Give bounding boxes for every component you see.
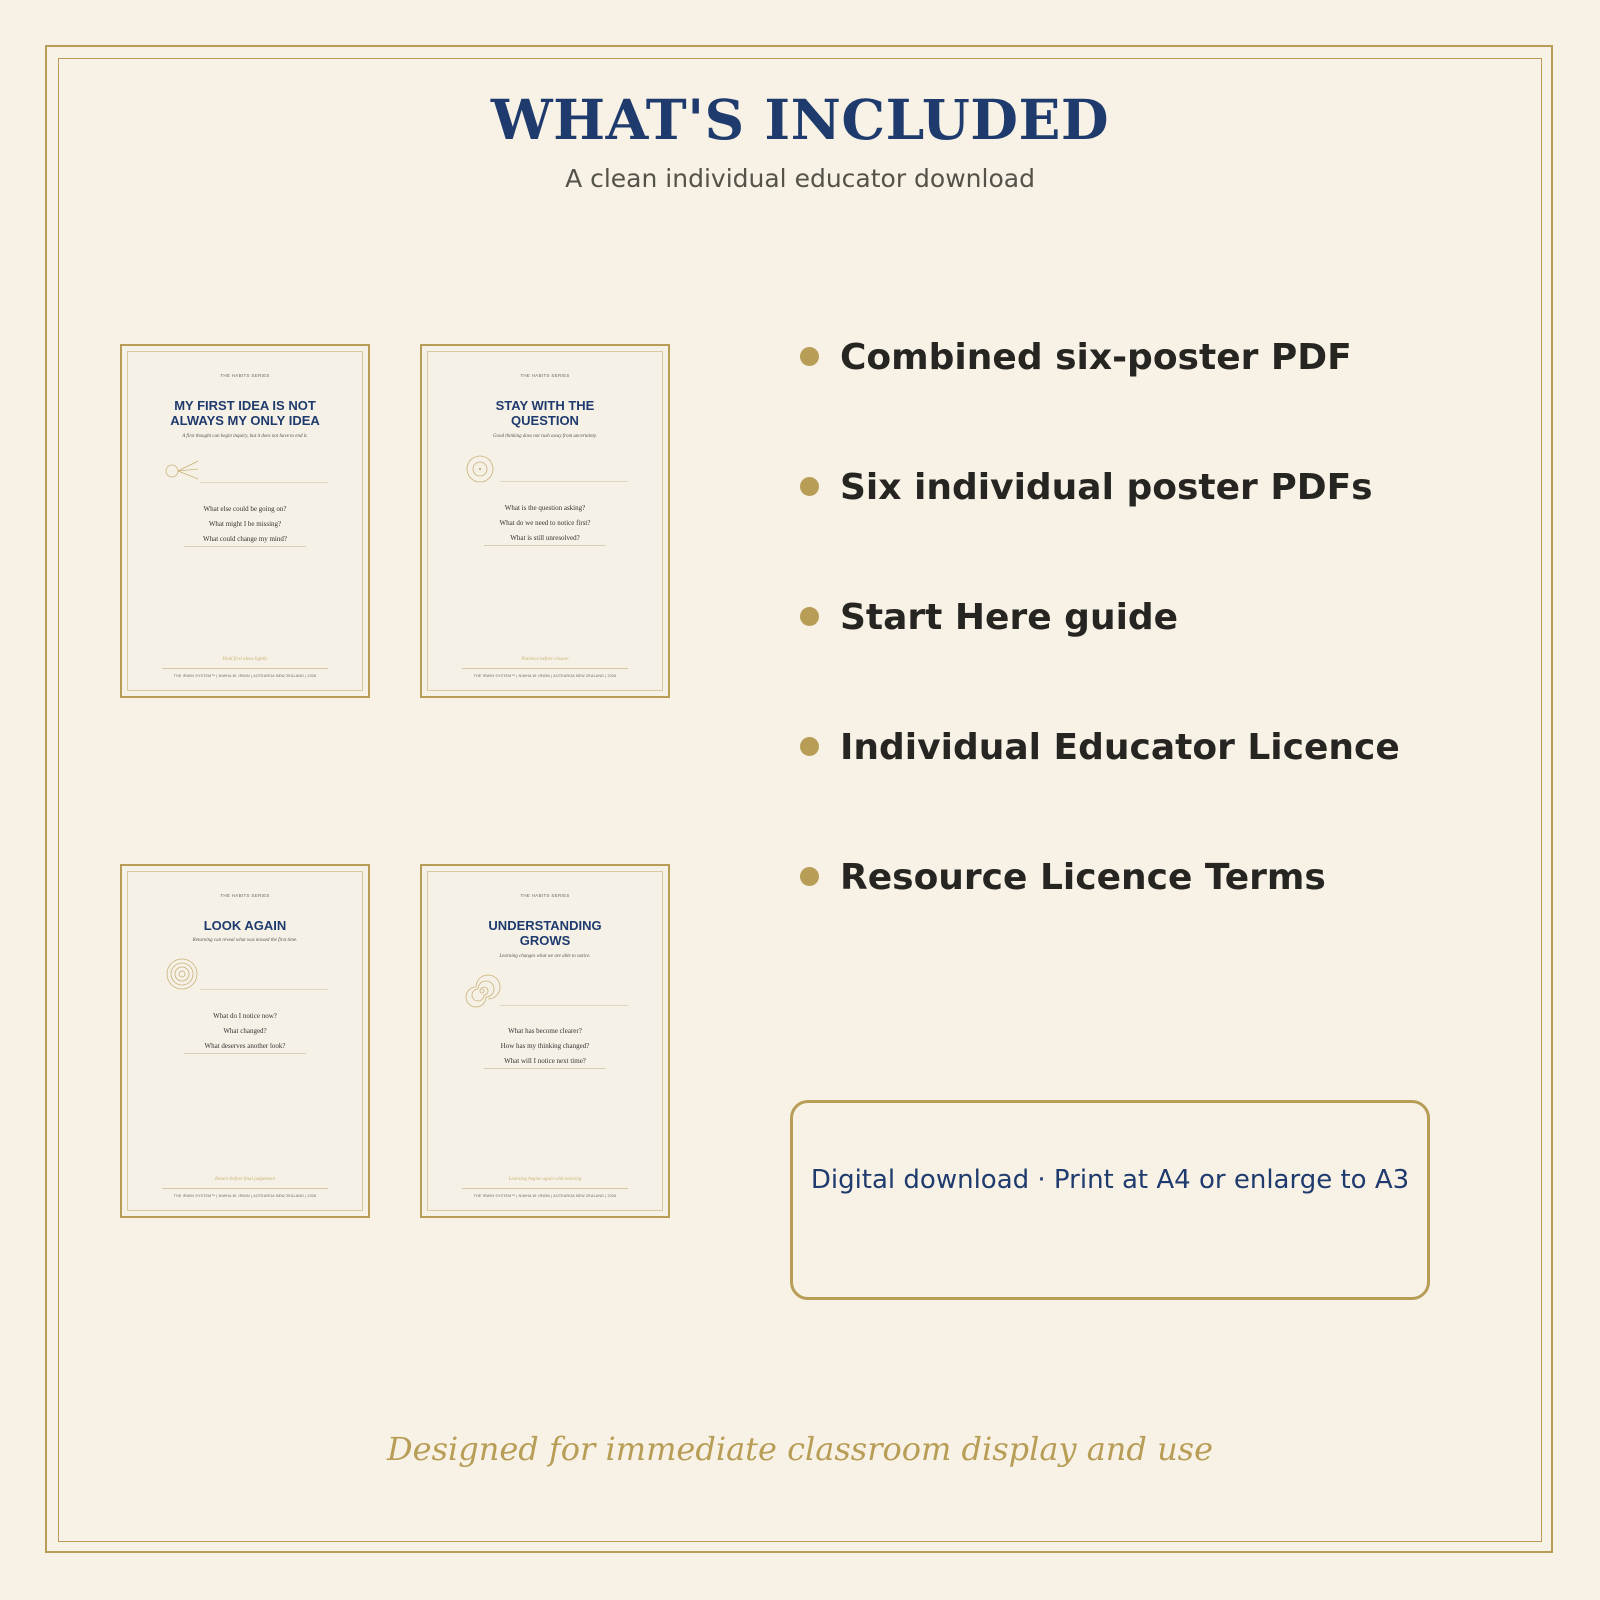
poster-footer: THE IRWIN SYSTEM™ | NIWHA W. IRWIN | AOTEAROA NEW ZEALAND | 2026 [173, 1194, 317, 1198]
poster-question: What is the question asking? [504, 504, 586, 512]
poster-questions [442, 501, 648, 546]
list-item-label: Combined six-poster PDF [840, 337, 1352, 378]
poster-footer: THE IRWIN SYSTEM™ | NIWHA W. IRWIN | AOTEAROA NEW ZEALAND | 2026 [173, 674, 317, 678]
poster-question: What has become clearer? [508, 1027, 582, 1035]
list-item [800, 855, 1440, 905]
poster-series-label: THE HABITS SERIES [520, 893, 570, 898]
page-title: WHAT'S INCLUDED [490, 87, 1110, 152]
poster-title-line: QUESTION [511, 413, 579, 428]
poster-thumbnail [120, 864, 370, 1218]
poster-question: What could change my mind? [203, 535, 287, 543]
inner-frame [58, 58, 1542, 1542]
bullet-icon [800, 477, 819, 496]
poster-series-label: THE HABITS SERIES [220, 893, 270, 898]
poster-title [142, 398, 348, 428]
poster-question: What else could be going on? [203, 505, 287, 513]
poster-question: What deserves another look? [204, 1042, 286, 1050]
poster-title-line: LOOK AGAIN [203, 918, 287, 933]
poster-question-rule [484, 545, 606, 546]
poster-question: What might I be missing? [208, 520, 282, 528]
poster-footer: THE IRWIN SYSTEM™ | NIWHA W. IRWIN | AOTEAROA NEW ZEALAND | 2026 [473, 674, 617, 678]
list-item [800, 465, 1440, 515]
poster-series-label: THE HABITS SERIES [520, 373, 570, 378]
poster-motto: Return before final judgement [215, 1177, 275, 1182]
list-item [800, 595, 1440, 645]
list-item-label: Individual Educator Licence [840, 727, 1400, 768]
poster-divider [200, 482, 328, 483]
poster-thumbnail [120, 344, 370, 698]
poster-tagline: A first thought can begin inquiry, but it does not have to end it. [182, 434, 308, 439]
poster-title-line: UNDERSTANDING [488, 918, 602, 933]
poster-footer-rule [162, 1188, 328, 1189]
poster-title [442, 918, 648, 948]
poster-question: What do I notice now? [213, 1012, 277, 1020]
bullet-icon [800, 867, 819, 886]
poster-series-label: THE HABITS SERIES [220, 373, 270, 378]
poster-motto: Patience before closure [521, 657, 569, 662]
poster-question: What do we need to notice first? [499, 519, 591, 527]
poster-question: What is still unresolved? [510, 534, 580, 542]
poster-divider [200, 989, 328, 990]
poster-footer: THE IRWIN SYSTEM™ | NIWHA W. IRWIN | AOTEAROA NEW ZEALAND | 2026 [473, 1194, 617, 1198]
list-item [800, 725, 1440, 775]
poster-motto: Hold first ideas lightly [222, 657, 268, 662]
poster-title [442, 398, 648, 428]
branching-icon [162, 451, 202, 491]
poster-question: What changed? [223, 1027, 267, 1035]
poster-questions [142, 502, 348, 547]
poster-title-line: GROWS [519, 933, 571, 948]
footer-tagline: Designed for immediate classroom display and use [386, 1430, 1214, 1468]
bullet-icon [800, 347, 819, 366]
download-info-text: Digital download · Print at A4 or enlarge to A3 [810, 1165, 1410, 1195]
list-item-label: Six individual poster PDFs [840, 467, 1373, 508]
poster-question-rule [184, 1053, 306, 1054]
poster-divider [500, 481, 628, 482]
poster-title [142, 918, 348, 933]
poster-question: What will I notice next time? [504, 1057, 586, 1065]
download-info-box [790, 1100, 1430, 1300]
poster-thumbnail [420, 344, 670, 698]
poster-thumbnail [420, 864, 670, 1218]
poster-title-line: STAY WITH THE [495, 398, 595, 413]
poster-question-rule [184, 546, 306, 547]
poster-questions [142, 1009, 348, 1054]
poster-divider [500, 1005, 628, 1006]
poster-question-rule [484, 1068, 606, 1069]
list-item-label: Start Here guide [840, 597, 1179, 638]
poster-footer-rule [462, 668, 628, 669]
poster-title-line: ALWAYS MY ONLY IDEA [170, 413, 320, 428]
poster-title-line: MY FIRST IDEA IS NOT [174, 398, 316, 413]
bullet-icon [800, 737, 819, 756]
bullet-icon [800, 607, 819, 626]
poster-footer-rule [462, 1188, 628, 1189]
poster-question: How has my thinking changed? [500, 1042, 590, 1050]
poster-footer-rule [162, 668, 328, 669]
list-item-label: Resource Licence Terms [840, 857, 1326, 898]
spiral-icon [462, 971, 502, 1011]
poster-questions [442, 1024, 648, 1069]
poster-tagline: Returning can reveal what was missed the first time. [192, 938, 298, 943]
poster-tagline: Good thinking does not rush away from uncertainty. [492, 434, 598, 439]
concentric-circles-icon [162, 954, 202, 994]
page-subtitle: A clean individual educator download [565, 164, 1035, 193]
target-icon [462, 449, 502, 489]
poster-motto: Learning begins again with noticing [508, 1177, 582, 1182]
list-item [800, 335, 1440, 385]
poster-tagline: Learning changes what we are able to notice. [499, 954, 591, 959]
